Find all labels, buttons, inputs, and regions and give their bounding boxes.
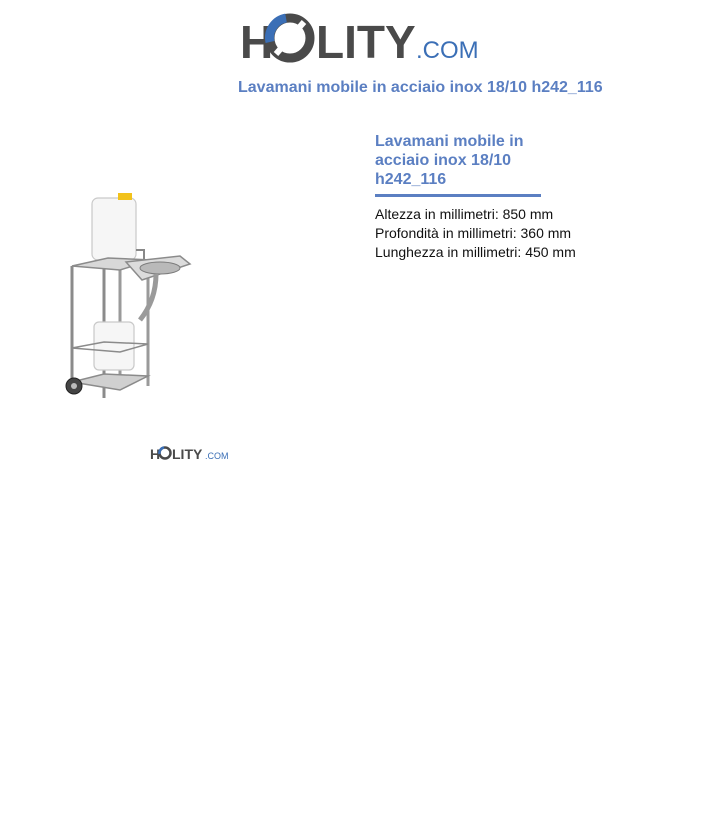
spec-label: Altezza in millimetri bbox=[375, 206, 495, 222]
logo-small-letter-h: H bbox=[150, 446, 161, 462]
mobile-hand-wash-station-image bbox=[60, 190, 200, 410]
holity-logo bbox=[240, 12, 485, 68]
spec-row-length: Lunghezza in millimetri: 450 mm bbox=[375, 244, 576, 260]
page-title: Lavamani mobile in acciaio inox 18/10 h242_116 bbox=[238, 79, 603, 96]
spec-row-height: Altezza in millimetri: 850 mm bbox=[375, 206, 554, 222]
spec-label: Lunghezza in millimetri bbox=[375, 244, 518, 260]
spec-row-depth: Profondità in millimetri: 360 mm bbox=[375, 225, 572, 241]
logo-o-icon bbox=[270, 18, 310, 58]
spec-value: 360 mm bbox=[520, 225, 572, 241]
spec-value: 850 mm bbox=[502, 206, 554, 222]
holity-logo-small-graphic bbox=[150, 445, 230, 463]
holity-logo-small bbox=[150, 445, 230, 463]
logo-small-suffix: .COM bbox=[205, 451, 229, 461]
logo-suffix: .COM bbox=[416, 37, 479, 64]
product-illustration bbox=[60, 190, 200, 410]
spec-list bbox=[375, 205, 576, 262]
logo-letters-lity: LITY bbox=[316, 16, 416, 68]
holity-logo-graphic bbox=[240, 12, 485, 68]
logo-small-o-icon bbox=[159, 448, 170, 459]
spec-value: 450 mm bbox=[525, 244, 576, 260]
logo-small-letters-lity: LITY bbox=[172, 446, 203, 462]
title-underline bbox=[375, 194, 541, 197]
product-title: Lavamani mobile in acciaio inox 18/10 h242_116 bbox=[375, 133, 524, 188]
spec-label: Profondità in millimetri bbox=[375, 225, 513, 241]
logo-letter-h: H bbox=[240, 16, 274, 68]
